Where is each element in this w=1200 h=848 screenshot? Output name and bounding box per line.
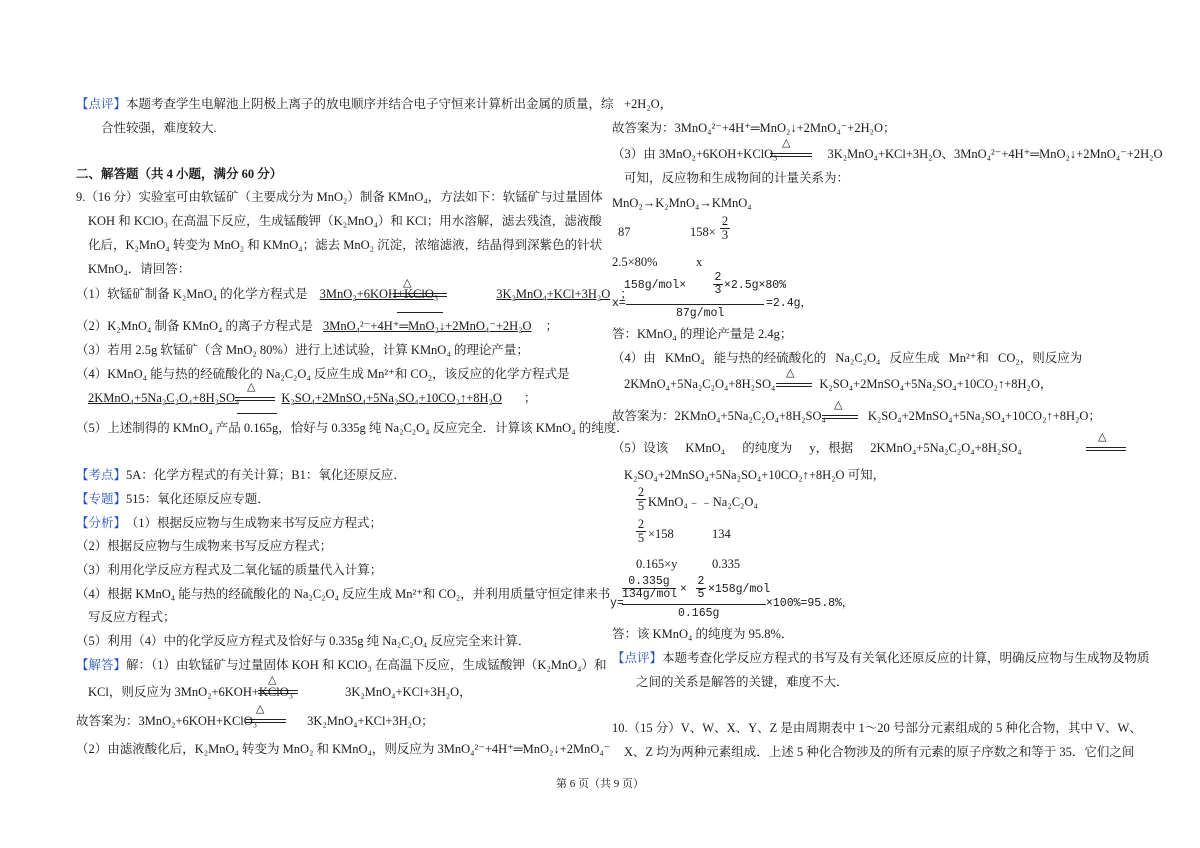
right-line-17: 答：该 KMnO₄ 的纯度为 95.8%． <box>612 627 794 641</box>
y-fraction-2-5 <box>696 576 706 601</box>
y-result: ×100%=95.8%， <box>766 597 854 610</box>
fenxi-line-5: （5）利用（4）中的化学反应方程式及恰好与 0.335g 纯 Na₂C₂O₄ 反应完全来计算． <box>76 634 531 648</box>
review-tag: 【点评】 <box>76 97 127 111</box>
y-inner-denominator: 134g/mol <box>622 588 678 601</box>
dianping-tag: 【点评】 <box>612 651 663 665</box>
x-numerator-rest: ×2.5g×80% <box>724 279 787 292</box>
x-denominator: 87g/mol <box>676 307 725 320</box>
sub4-answer <box>88 390 536 406</box>
review-text-a: 本题考查学生电解池上阴极上离子的放电顺序并结合电子守恒来计算析出金属的质量，综 <box>126 97 614 111</box>
equation-arrow <box>822 415 858 419</box>
sub4-end: ； <box>523 391 537 405</box>
dianping-text-1: 本题考查化学反应方程式的书写及有关氧化还原反应的计算，明确反应物与生成物及物质 <box>662 651 1150 665</box>
fraction-denominator: 5 <box>637 531 645 545</box>
y-fraction-bar <box>622 604 766 605</box>
section-heading: 二、解答题（共 4 小题，满分 60 分） <box>76 167 283 181</box>
sub-question-1 <box>76 286 633 302</box>
kaodian-tag: 【考点】 <box>76 468 127 482</box>
equation-arrow <box>246 719 286 723</box>
x-fraction-numerator: 2 <box>714 271 722 284</box>
sub-question-2 <box>76 318 558 334</box>
fenxi-line-4b: 写反应方程式； <box>88 610 176 624</box>
sub-question-5: （5）上述制得的 KMnO₄ 产品 0.165g，恰好与 0.335g 纯 Na₂C₂O₄ 反应完全．计算该 KMnO₄ 的纯度． <box>76 421 629 435</box>
fenxi-line-3: （3）利用化学反应方程式及二氧化锰的质量代入计算； <box>76 563 383 577</box>
right-11-left: 故答案为：2KMnO₄+5Na₂C₂O₄+8H₂SO₄ <box>612 409 826 423</box>
q9-line-3: 化后，K₂MnO₄ 转变为 MnO₂ 和 KMnO₄；滤去 MnO₂ 沉淀，浓缩滤液，结晶得到深紫色的针状 <box>88 238 603 252</box>
sub2-answer: 3MnO₄²⁻+4H⁺═MnO₂↓+2MnO₄⁻+2H₂O <box>323 319 532 333</box>
heat-triangle-icon: △ <box>268 674 277 686</box>
x-num-a: 158g/mol× <box>624 279 687 292</box>
ratio-158: ×158 <box>648 527 674 541</box>
fenxi-text-1: （1）根据反应物与生成物来书写反应方程式； <box>132 516 383 530</box>
sub1-answer-left: 3MnO₂+6KOH+KClO₃ <box>319 287 439 301</box>
heat-triangle-icon: △ <box>782 137 791 149</box>
sub4-answer-left: 2KMnO₄+5Na₂C₂O₄+8H₂SO₄ <box>88 391 240 405</box>
sub1-answer-right: 3K₂MnO₄+KCl+3H₂O <box>496 287 611 301</box>
q10-line-1: 10.（15 分）V、W、X、Y、Z 是由周期表中 1～20 号部分元素组成的 5 种化合物，其中 V、W、 <box>612 721 1142 735</box>
right-line-1: +2H₂O， <box>624 97 673 111</box>
equation-arrow <box>235 397 275 401</box>
ratio-0335: 0.335 <box>712 557 741 571</box>
y-inner-numerator: 0.335g <box>628 575 670 588</box>
jieda-tag: 【解答】 <box>76 658 127 672</box>
sub-question-4: （4）KMnO₄ 能与热的经硫酸化的 Na₂C₂O₄ 反应生成 Mn²⁺和 CO₂，该反应的化学方程式是 <box>76 367 570 381</box>
heat-triangle-icon: △ <box>247 381 256 393</box>
equation-arrow <box>393 293 447 297</box>
fraction-numerator: 2 <box>721 214 729 228</box>
ratio-158: 158× <box>690 225 716 239</box>
y-inner-fraction <box>622 576 676 601</box>
heat-triangle-icon: △ <box>834 399 843 411</box>
fraction-numerator: 2 <box>637 517 645 531</box>
fenxi-line-2: （2）根据反应物与生成物来书写反应方程式； <box>76 539 333 553</box>
y-fraction-denominator: 5 <box>697 588 705 601</box>
x-fraction-denominator: 3 <box>714 284 722 297</box>
heat-triangle-icon: △ <box>786 367 795 379</box>
right-line-10 <box>624 376 1052 392</box>
review-line-1 <box>76 96 614 112</box>
sub2-prefix: （2）K₂MnO₄ 制备 KMnO₄ 的离子方程式是 <box>76 319 314 333</box>
right-3-right: 3K₂MnO₄+KCl+3H₂O、3MnO₄²⁻+4H⁺═MnO₂↓+2MnO₄⁻+2H₂O <box>827 147 1163 161</box>
right-line-5: MnO₂→K₂MnO₄→KMnO₄ <box>612 196 752 210</box>
q10-line-2: X、Z 均为两种元素组成．上述 5 种化合物涉及的所有元素的原子序数之和等于 35．它们之间 <box>624 745 1135 759</box>
answer-1-left: 故答案为：3MnO₂+6KOH+KClO₃ <box>76 714 258 728</box>
right-10-left: 2KMnO₄+5Na₂C₂O₄+8H₂SO₄ <box>624 377 776 391</box>
right-3-left: （3）由 3MnO₂+6KOH+KClO₃ <box>612 147 778 161</box>
fraction-2-5 <box>636 518 646 545</box>
zhuanti-line <box>76 491 270 507</box>
right-line-12: （5）设该 KMnO₄ 的纯度为 y，根据 2KMnO₄+5Na₂C₂O₄+8H₂SO₄ <box>612 441 1022 455</box>
fraction-denominator: 3 <box>721 228 729 242</box>
x-prefix: x= <box>612 297 626 310</box>
jieda-2-left: KCl，则反应为 3MnO₂+6KOH+KClO₃ <box>88 685 294 699</box>
zhuanti-tag: 【专题】 <box>76 492 127 506</box>
page-footer: 第 6 页（共 9 页） <box>556 778 644 790</box>
dianping-line <box>612 650 1150 666</box>
q9-line-1: 9.（16 分）实验室可由软锰矿（主要成分为 MnO₂）制备 KMnO₄，方法如下：软锰矿与过量固体 <box>76 190 603 204</box>
kaodian-text: 5A：化学方程式的有关计算；B1：氧化还原反应． <box>126 468 406 482</box>
ratio-0165y: 0.165×y <box>636 557 678 571</box>
answer-1-right: 3K₂MnO₄+KCl+3H₂O； <box>307 714 434 728</box>
right-11-right: K₂SO₄+2MnSO₄+5Na₂SO₄+10CO₂↑+8H₂O； <box>867 409 1101 423</box>
right-line-3 <box>612 146 1163 162</box>
heat-triangle-icon: △ <box>403 277 412 289</box>
jieda-line <box>76 657 606 673</box>
sub2-end: ； <box>545 319 559 333</box>
ratio-134: 134 <box>712 527 731 541</box>
right-line-9: （4）由 KMnO₄ 能与热的经硫酸化的 Na₂C₂O₄ 反应生成 Mn²⁺和 CO₂，则反应为 <box>612 351 1083 365</box>
heat-triangle-icon: △ <box>1098 431 1107 443</box>
right-line-14: KMnO₄﹣﹣Na₂C₂O₄ <box>648 495 758 509</box>
jieda-line-3: （2）由滤液酸化后，K₂MnO₄ 转变为 MnO₂ 和 KMnO₄，则反应为 3MnO₄²⁻+4H⁺═MnO₂↓+2MnO₄⁻ <box>76 742 611 756</box>
equation-arrow <box>258 690 298 694</box>
fenxi-tag: 【分析】 <box>76 516 127 530</box>
equation-underline <box>237 413 277 414</box>
jieda-2-right: 3K₂MnO₄+KCl+3H₂O， <box>345 685 472 699</box>
fenxi-line-4: （4）根据 KMnO₄ 能与热的经硫酸化的 Na₂C₂O₄ 反应生成 Mn²⁺和 CO₂，并利用质量守恒定律来书 <box>76 587 611 601</box>
right-line-2: 故答案为：3MnO₄²⁻+4H⁺═MnO₂↓+2MnO₄⁻+2H₂O； <box>612 121 896 135</box>
y-denominator: 0.165g <box>678 607 720 620</box>
y-fraction-numerator: 2 <box>697 575 705 588</box>
right-10-right: K₂SO₄+2MnSO₄+5Na₂SO₄+10CO₂↑+8H₂O， <box>819 377 1053 391</box>
equation-arrow <box>770 153 812 157</box>
fraction-denominator: 5 <box>637 499 645 513</box>
y-158: ×158g/mol <box>708 583 771 596</box>
kaodian-line <box>76 467 406 483</box>
jieda-text-1: 解：（1）由软锰矿与过量固体 KOH 和 KClO₃ 在高温下反应，生成锰酸钾（K₂MnO₄）和 <box>126 658 607 672</box>
x-result: =2.4g， <box>766 297 813 310</box>
equation-underline <box>397 312 443 313</box>
dianping-line-2: 之间的关系是解答的关键，难度不大． <box>636 675 849 689</box>
sub1-prefix: （1）软锰矿制备 K₂MnO₄ 的化学方程式是 <box>76 287 308 301</box>
ratio-x: x <box>696 255 703 269</box>
right-line-4: 可知，反应物和生成物间的计量关系为： <box>624 171 850 185</box>
review-line-2: 合性较强，难度较大. <box>101 121 217 135</box>
fraction-2-3 <box>720 215 730 242</box>
sub-question-3: （3）若用 2.5g 软锰矿（含 MnO₂ 80%）进行上述试验，计算 KMnO₄ 的理论产量； <box>76 343 529 357</box>
right-line-8: 答：KMnO₄ 的理论产量是 2.4g； <box>612 327 793 341</box>
q9-line-2: KOH 和 KClO₃ 在高温下反应，生成锰酸钾（K₂MnO₄）和 KCl；用水溶解，滤去残渣，滤液酸 <box>88 214 602 228</box>
fraction-numerator: 2 <box>637 485 645 499</box>
y-prefix: y= <box>610 597 624 610</box>
ratio-2-5: 2.5×80% <box>612 255 658 269</box>
zhuanti-text: 515：氧化还原反应专题． <box>126 492 270 506</box>
equation-arrow <box>776 383 812 387</box>
x-numerator <box>624 278 686 294</box>
sub1-end: ； <box>620 287 633 301</box>
ratio-87: 87 <box>618 225 631 239</box>
q9-line-4: KMnO₄．请回答： <box>88 262 191 276</box>
right-line-13: K₂SO₄+2MnSO₄+5Na₂SO₄+10CO₂↑+8H₂O 可知， <box>624 468 886 482</box>
heat-triangle-icon: △ <box>256 703 265 715</box>
x-fraction-bar <box>626 304 764 305</box>
equation-arrow <box>1086 447 1126 451</box>
y-multiply: × <box>680 583 687 596</box>
fraction-2-5 <box>636 486 646 513</box>
sub4-answer-right: K₂SO₄+2MnSO₄+5Na₂SO₄+10CO₂↑+8H₂O <box>281 391 502 405</box>
x-numerator-fraction <box>713 272 723 297</box>
fenxi-line <box>76 515 382 531</box>
